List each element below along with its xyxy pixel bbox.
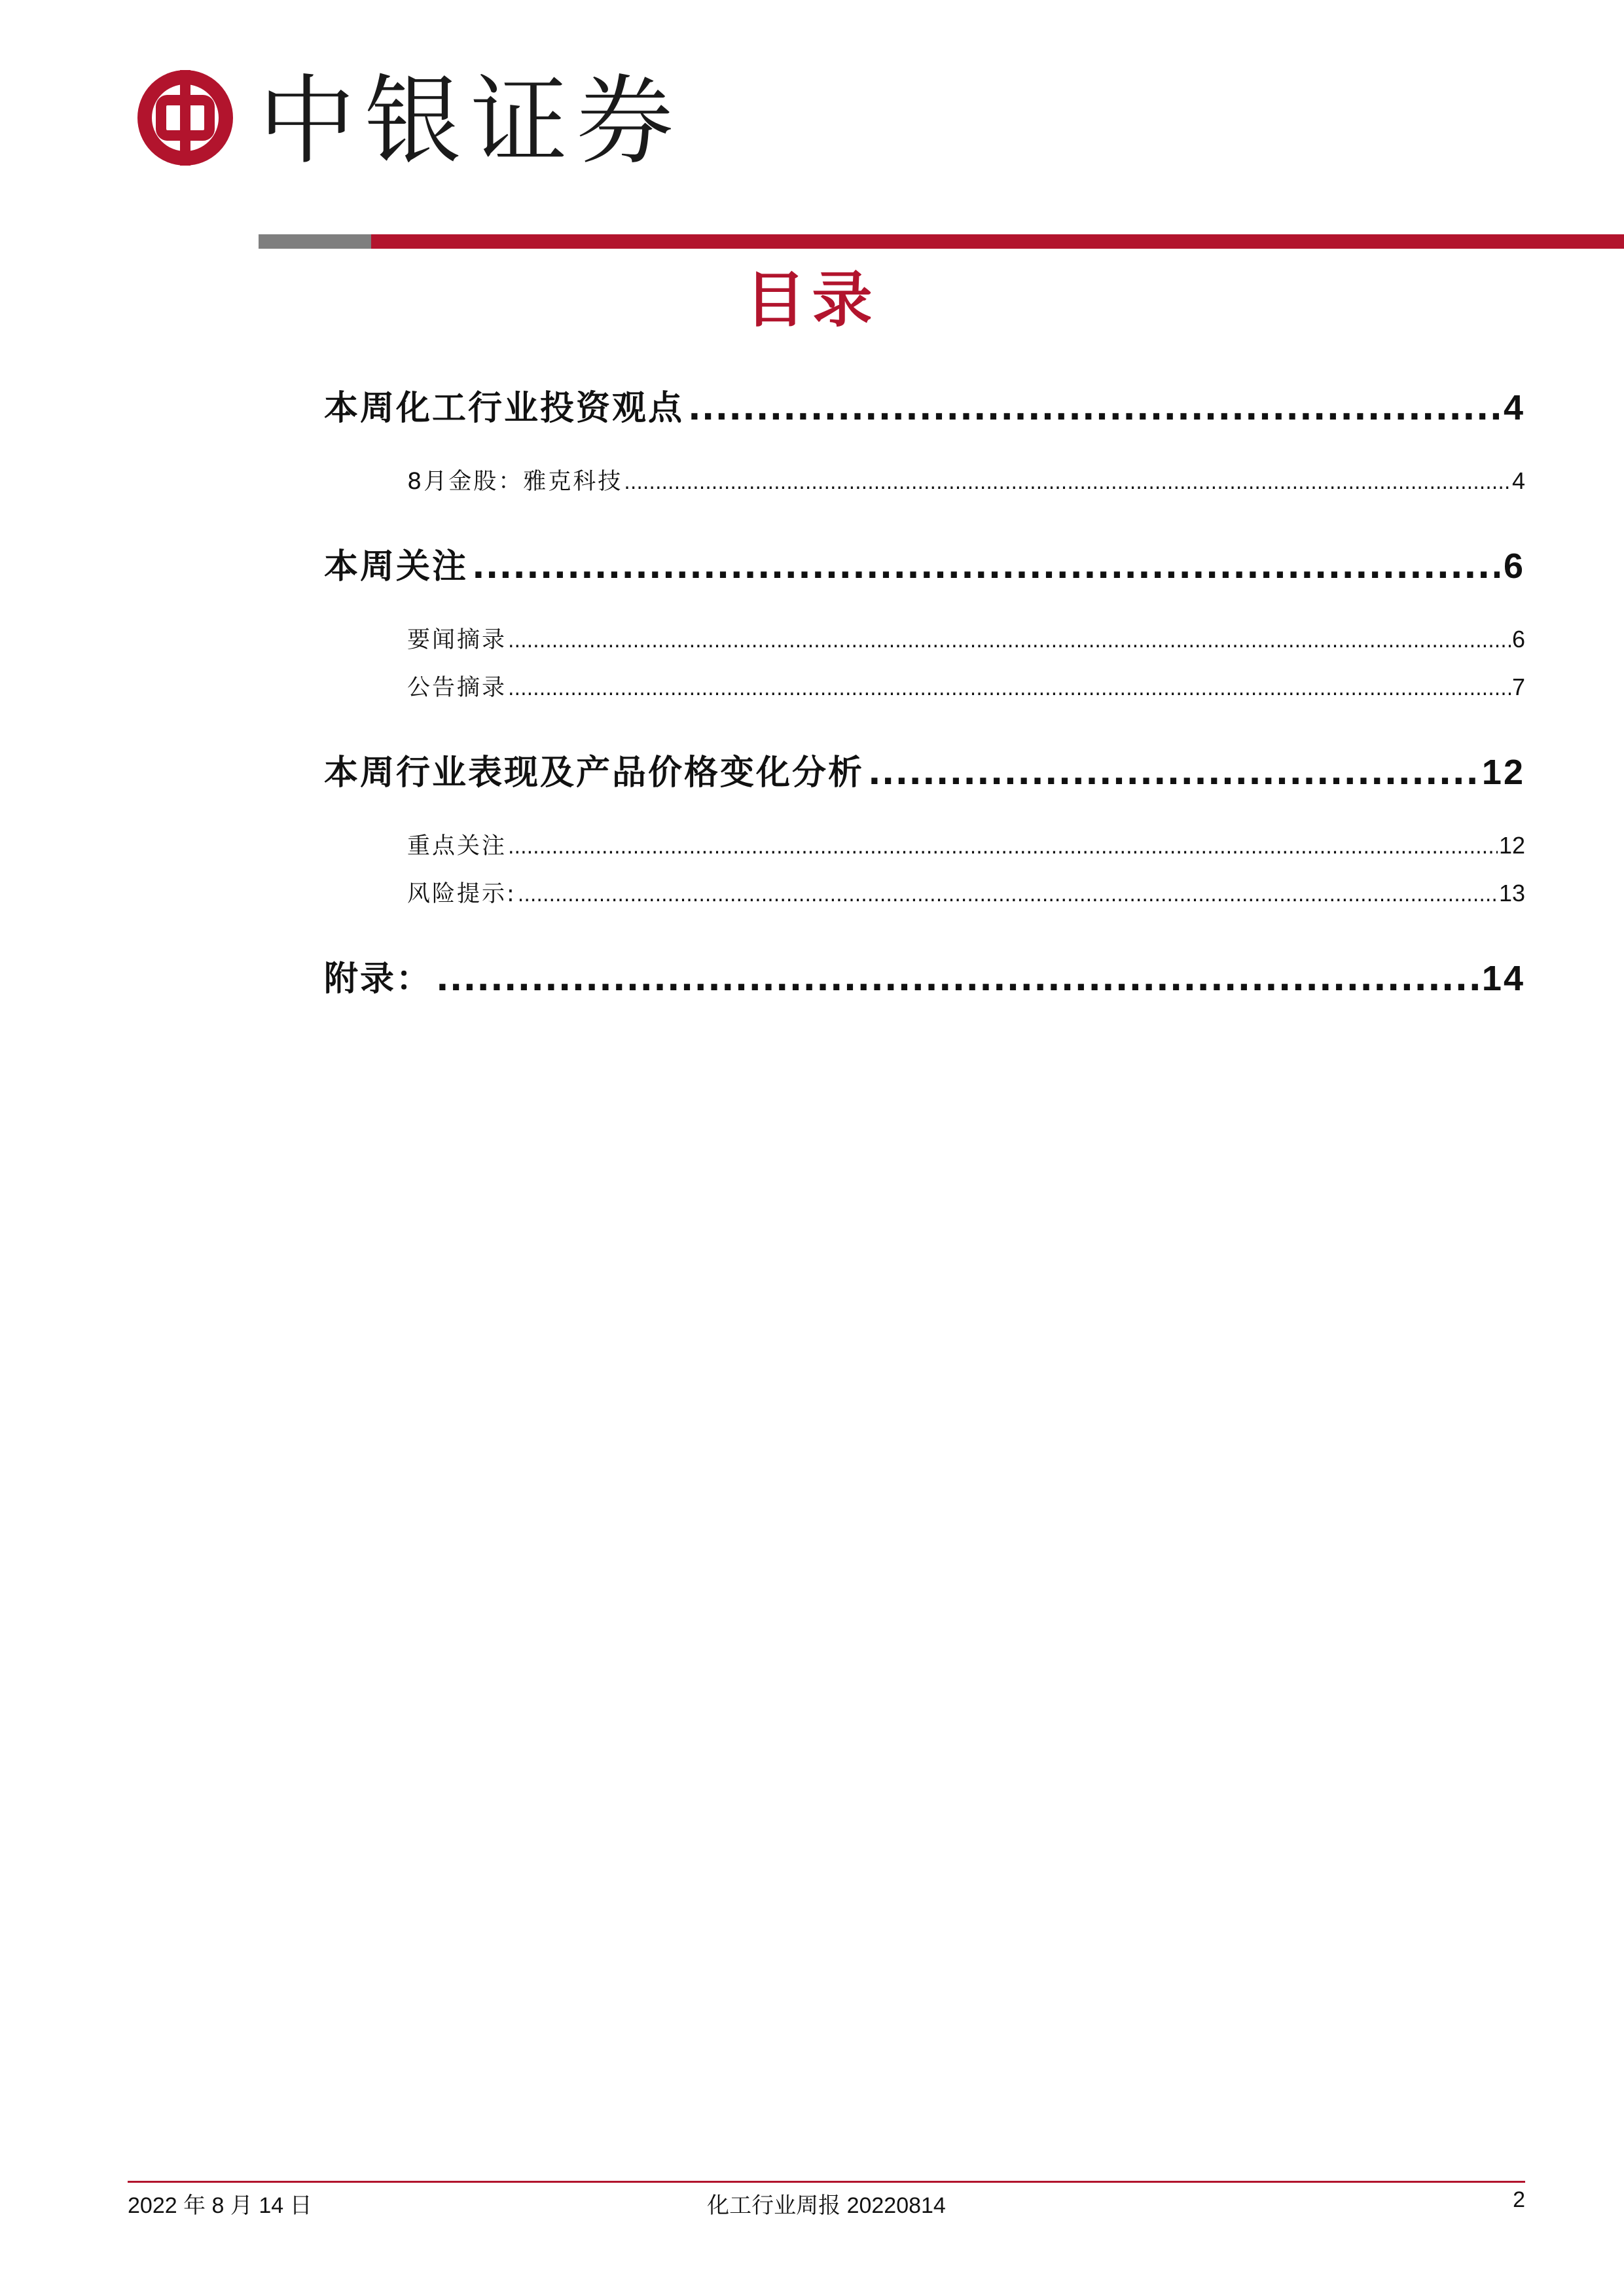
toc-entry-label: 重点关注 [407, 833, 507, 859]
toc-dot-leader [508, 622, 1511, 661]
toc-entry-page: 7 [1511, 673, 1525, 700]
toc-entry-announcement-digest[interactable] [324, 668, 1525, 707]
toc-entry-risk-warning[interactable] [324, 874, 1525, 913]
brand-name: 中银证券 [259, 65, 683, 177]
toc-dot-leader [624, 463, 1511, 503]
toc-entry-appendix[interactable] [324, 952, 1525, 1005]
toc-dot-leader [436, 953, 1478, 1005]
report-name: 化工行业周报 20220814 [707, 2193, 946, 2218]
toc-entry-page: 6 [1503, 547, 1525, 586]
toc-dot-leader [472, 541, 1500, 593]
toc-entry-august-stock[interactable] [324, 461, 1525, 501]
toc-dot-leader [868, 747, 1478, 799]
toc-entry-page: 13 [1498, 880, 1525, 906]
toc-entry-weekly-focus[interactable] [324, 540, 1525, 592]
page-footer [128, 2187, 1525, 2227]
toc-entry-label: 公告摘录 [407, 675, 507, 701]
footer-divider [128, 2181, 1525, 2183]
toc-entry-key-focus[interactable] [324, 826, 1525, 865]
toc-dot-leader [688, 382, 1500, 435]
toc-entry-page: 12 [1481, 753, 1525, 792]
toc-entry-news-digest[interactable] [324, 620, 1525, 659]
table-of-contents [324, 0, 1525, 1047]
toc-entry-label: 要闻摘录 [407, 627, 507, 653]
toc-title: 目录 [745, 265, 879, 335]
toc-entry-page: 4 [1503, 388, 1525, 427]
toc-dot-leader [518, 876, 1498, 915]
report-date: 2022 年 8 月 14 日 [128, 2193, 312, 2218]
toc-dot-leader [508, 670, 1511, 709]
toc-entry-industry-performance[interactable] [324, 746, 1525, 798]
toc-entry-label: 本周关注 [324, 547, 469, 586]
bank-of-china-logo-icon [136, 69, 234, 167]
toc-entry-label: 8月金股：雅克科技 [407, 469, 623, 495]
toc-entry-label: 本周化工行业投资观点 [324, 389, 685, 428]
toc-entry-page: 4 [1511, 467, 1525, 494]
toc-entry-label: 附录： [324, 960, 433, 999]
toc-entry-page: 14 [1481, 959, 1525, 998]
page-number: 2 [1513, 2187, 1525, 2212]
toc-dot-leader [508, 828, 1498, 867]
toc-entry-label: 本周行业表现及产品价格变化分析 [324, 753, 865, 793]
toc-entry-label: 风险提示: [407, 881, 516, 907]
toc-entry-investment-view[interactable] [324, 382, 1525, 434]
toc-entry-page: 6 [1511, 626, 1525, 653]
toc-entry-page: 12 [1498, 832, 1525, 859]
